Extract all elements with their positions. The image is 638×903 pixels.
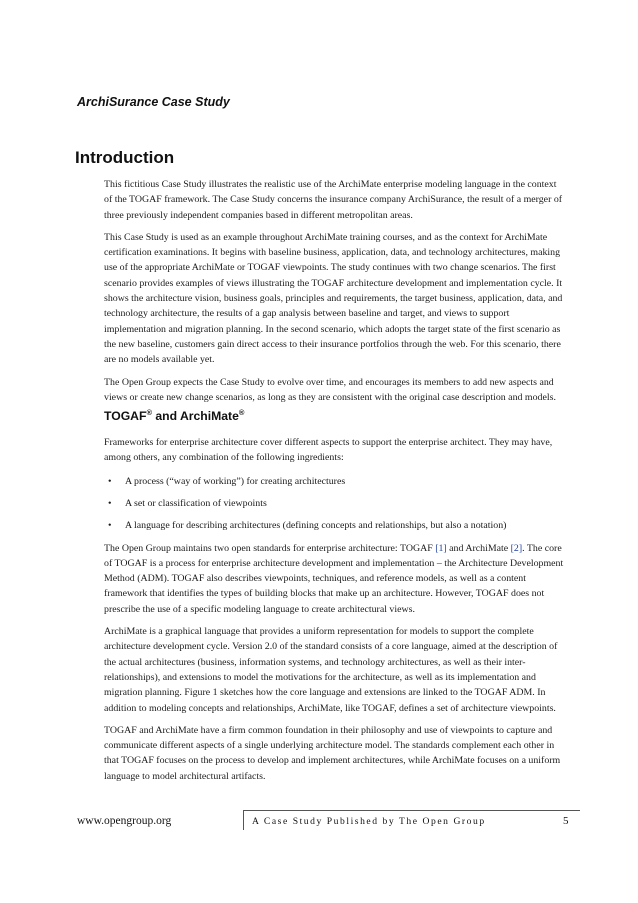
- standards-middle: and ArchiMate: [446, 542, 511, 554]
- standards-paragraph: [104, 541, 566, 617]
- closing-paragraph: TOGAF and ArchiMate have a firm common foundation in their philosophy and use of viewpoints to capture and communicate different aspects of a single underlying architecture model. The standards complement each other in that TOGAF focuses on the process to develop and implement architectures, while ArchiMate focuses on a uniform language to model architectural artifacts.: [104, 724, 561, 782]
- list-item-text: A language for describing architectures (defining concepts and relationships, but also a notation): [125, 519, 507, 531]
- page-number: 5: [563, 815, 569, 827]
- intro-paragraph-1: This fictitious Case Study illustrates the realistic use of the ArchiMate enterprise modeling language in the context of the TOGAF framework. The Case Study concerns the insurance company ArchiSurance, the result of a merger of three previously independent companies based in different metropolitan areas.: [104, 179, 563, 221]
- registered-mark: ®: [238, 408, 245, 417]
- footer-divider-horizontal: [243, 810, 580, 811]
- bullet-dot-icon: •: [108, 475, 112, 487]
- archimate-paragraph: ArchiMate is a graphical language that provides a uniform representation for models to support the complete architecture development cycle. Version 2.0 of the standard consists of a core language, aimed at the description of the actual architectures (business, information systems, and technology architectures, as well as their inter-relationships), and extensions to model the motivations for the architecture, as well as its implementation and migration planning. Figure 1 sketches how the core language and extensions are linked to the TOGAF ADM. In addition to modeling concepts and relationships, ArchiMate, like TOGAF, defines a set of architecture viewpoints.: [104, 626, 558, 714]
- frameworks-paragraph: Frameworks for enterprise architecture cover different aspects to support the enterprise architect. They may have, among others, any combination of the following ingredients:: [104, 437, 553, 464]
- intro-body: [104, 177, 566, 405]
- registered-mark: ®: [146, 408, 152, 417]
- heading-togaf: TOGAF: [104, 409, 147, 423]
- togaf-archimate-section: [104, 408, 566, 784]
- running-header-title: ArchiSurance Case Study: [77, 95, 230, 109]
- reference-link-2[interactable]: [2]: [510, 542, 523, 554]
- footer-url-link[interactable]: www.opengroup.org: [77, 815, 172, 827]
- reference-link-1[interactable]: [1]: [435, 542, 447, 554]
- list-item: [104, 474, 566, 489]
- list-item-text: A process (“way of working”) for creating architectures: [125, 475, 346, 487]
- standards-tail: . The core of TOGAF is a process for enterprise architecture development and implementation – the Architecture Development Method (ADM). TOGAF also describes viewpoints, techniques, and reference models, as well as a content framework that identifies the types of building blocks that make up an architecture. However, TOGAF does not prescribe the use of a specific modeling language to create architectural views.: [104, 542, 564, 615]
- intro-paragraph-2: This Case Study is used as an example throughout ArchiMate training courses, and as the context for ArchiMate certification examinations. It begins with baseline business, application, data, and technology architectures, making use of the appropriate ArchiMate or TOGAF viewpoints. The study continues with two change scenarios. The first scenario provides examples of views illustrating the TOGAF architecture development and implementation cycle. It shows the architecture vision, business goals, principles and requirements, the target business, application, data, and technology architecture, the results of a gap analysis between baseline and target, and views to support implementation and migration planning. In the second scenario, which adopts the target state of the first scenario as the new baseline, customers gain direct access to their insurance portfolios through the web. For this scenario, there are no models available yet.: [104, 231, 563, 366]
- standards-lead: The Open Group maintains two open standards for enterprise architecture: TOGAF: [104, 542, 436, 554]
- list-item: [104, 518, 566, 533]
- footer-caption: A Case Study Published by The Open Group: [252, 816, 486, 827]
- footer-divider-vertical: [243, 810, 244, 830]
- subsection-heading: [104, 408, 566, 423]
- intro-paragraph-3: The Open Group expects the Case Study to evolve over time, and encourages its members to add new aspects and views or create new change scenarios, as long as they are consistent with the original case description and models.: [104, 376, 556, 403]
- list-item-text: A set or classification of viewpoints: [125, 497, 267, 509]
- bullet-dot-icon: •: [108, 519, 112, 531]
- bullet-dot-icon: •: [108, 497, 112, 509]
- heading-archimate: and ArchiMate: [151, 409, 239, 423]
- section-heading-introduction: Introduction: [75, 148, 175, 167]
- list-item: [104, 496, 566, 511]
